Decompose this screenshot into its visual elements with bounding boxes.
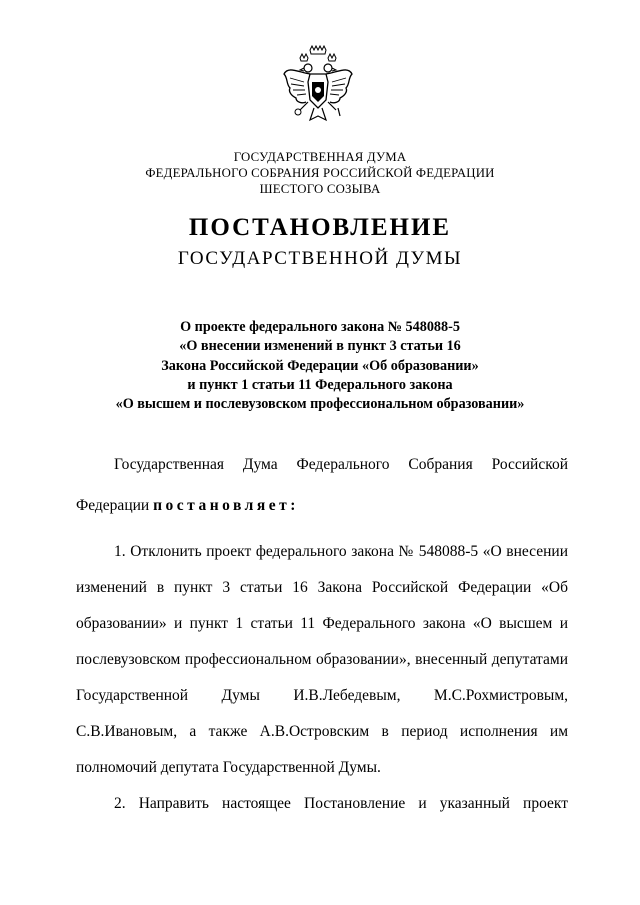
preamble-line-1: Государственная Дума Федерального Собрания Российской: [114, 456, 568, 473]
paragraph-1-line: полномочий депутата Государственной Думы.: [76, 759, 381, 776]
paragraph-1-line: Государственной Думы И.В.Лебедевым, М.С.Рохмистровым,: [76, 687, 568, 704]
subject-line: Закона Российской Федерации «Об образовании»: [161, 357, 479, 374]
document-subtitle: ГОСУДАРСТВЕННОЙ ДУМЫ: [177, 248, 463, 269]
convocation-line: ШЕСТОГО СОЗЫВА: [259, 182, 381, 196]
subject-line: и пункт 1 статьи 11 Федерального закона: [187, 376, 453, 393]
decision-word: постановляет:: [153, 497, 299, 514]
paragraph-1-line: изменений в пункт 3 статьи 16 Закона Российской Федерации «Об: [76, 579, 568, 596]
paragraph-2-line: 2. Направить настоящее Постановление и указанный проект: [114, 795, 568, 812]
document-subject: [0, 318, 640, 414]
paragraph-1-line: С.В.Ивановым, а также А.В.Островским в период исполнения им: [76, 723, 568, 740]
subject-line: «О внесении изменений в пункт 3 статьи 16: [179, 338, 461, 355]
preamble-text: Федерации: [76, 497, 154, 514]
paragraph-1-line: образовании» и пункт 1 статьи 11 Федерального закона «О высшем и: [76, 615, 568, 632]
org-name-line-2: ФЕДЕРАЛЬНОГО СОБРАНИЯ РОССИЙСКОЙ ФЕДЕРАЦИИ: [145, 166, 495, 180]
paragraph-1-line: 1. Отклонить проект федерального закона № 548088-5 «О внесении: [114, 543, 568, 560]
document-title: ПОСТАНОВЛЕНИЕ: [188, 214, 452, 241]
subject-line: «О высшем и послевузовском профессиональном образовании»: [115, 396, 525, 413]
org-name-line-1: ГОСУДАРСТВЕННАЯ ДУМА: [233, 150, 407, 164]
subject-line: О проекте федерального закона № 548088-5: [180, 319, 460, 335]
paragraph-1-line: послевузовском профессиональном образовании», внесенный депутатами: [76, 651, 568, 668]
coat-of-arms-icon: [270, 44, 366, 140]
preamble-line-2: [76, 497, 568, 515]
